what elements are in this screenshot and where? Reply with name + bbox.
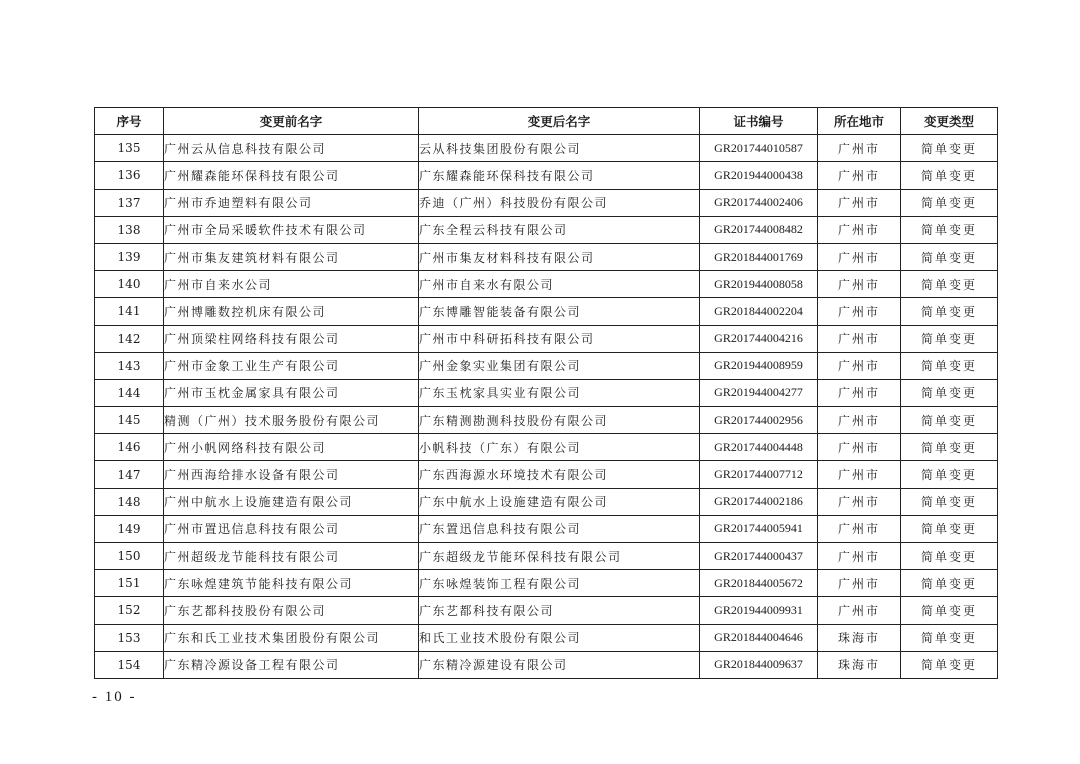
cell-name-after: 广东精测勘测科技股份有限公司 xyxy=(419,407,700,434)
cell-name-before: 广州市玉枕金属家具有限公司 xyxy=(164,379,419,406)
cell-certificate-number: GR201744000437 xyxy=(700,543,818,570)
cell-name-after: 广东置迅信息科技有限公司 xyxy=(419,515,700,542)
cell-name-before: 广州云从信息科技有限公司 xyxy=(164,135,419,162)
cell-name-after: 广州市自来水有限公司 xyxy=(419,271,700,298)
cell-certificate-number: GR201844009637 xyxy=(700,651,818,678)
cell-city: 广州市 xyxy=(818,379,901,406)
header-serial-number: 序号 xyxy=(95,108,164,135)
cell-serial-number: 148 xyxy=(95,488,164,515)
cell-change-type: 简单变更 xyxy=(901,189,998,216)
cell-city: 广州市 xyxy=(818,271,901,298)
cell-change-type: 简单变更 xyxy=(901,379,998,406)
cell-name-after: 广东玉枕家具实业有限公司 xyxy=(419,379,700,406)
cell-city: 广州市 xyxy=(818,216,901,243)
cell-change-type: 简单变更 xyxy=(901,624,998,651)
cell-name-before: 广州耀森能环保科技有限公司 xyxy=(164,162,419,189)
table-row xyxy=(95,434,998,461)
cell-city: 广州市 xyxy=(818,298,901,325)
cell-name-after: 广州金象实业集团有限公司 xyxy=(419,352,700,379)
table-row xyxy=(95,135,998,162)
cell-certificate-number: GR201844004646 xyxy=(700,624,818,651)
table-row xyxy=(95,325,998,352)
header-change-type: 变更类型 xyxy=(901,108,998,135)
cell-serial-number: 135 xyxy=(95,135,164,162)
table-row xyxy=(95,189,998,216)
cell-change-type: 简单变更 xyxy=(901,271,998,298)
cell-name-before: 广州市乔迪塑料有限公司 xyxy=(164,189,419,216)
cell-change-type: 简单变更 xyxy=(901,570,998,597)
cell-city: 广州市 xyxy=(818,352,901,379)
cell-serial-number: 149 xyxy=(95,515,164,542)
cell-city: 广州市 xyxy=(818,243,901,270)
cell-change-type: 简单变更 xyxy=(901,597,998,624)
header-name-before: 变更前名字 xyxy=(164,108,419,135)
cell-name-before: 广州小帆网络科技有限公司 xyxy=(164,434,419,461)
cell-name-after: 广东耀森能环保科技有限公司 xyxy=(419,162,700,189)
table-row xyxy=(95,624,998,651)
cell-city: 广州市 xyxy=(818,407,901,434)
cell-change-type: 简单变更 xyxy=(901,325,998,352)
cell-certificate-number: GR201944004277 xyxy=(700,379,818,406)
cell-city: 珠海市 xyxy=(818,651,901,678)
cell-city: 广州市 xyxy=(818,325,901,352)
cell-serial-number: 145 xyxy=(95,407,164,434)
cell-serial-number: 150 xyxy=(95,543,164,570)
cell-change-type: 简单变更 xyxy=(901,135,998,162)
cell-name-before: 广州西海给排水设备有限公司 xyxy=(164,461,419,488)
cell-city: 广州市 xyxy=(818,570,901,597)
table-body xyxy=(95,135,998,679)
cell-city: 珠海市 xyxy=(818,624,901,651)
table-row xyxy=(95,379,998,406)
cell-certificate-number: GR201744002186 xyxy=(700,488,818,515)
cell-serial-number: 142 xyxy=(95,325,164,352)
cell-change-type: 简单变更 xyxy=(901,407,998,434)
cell-serial-number: 152 xyxy=(95,597,164,624)
cell-certificate-number: GR201744005941 xyxy=(700,515,818,542)
cell-name-after: 广东西海源水环境技术有限公司 xyxy=(419,461,700,488)
table-row xyxy=(95,216,998,243)
cell-change-type: 简单变更 xyxy=(901,543,998,570)
cell-change-type: 简单变更 xyxy=(901,216,998,243)
cell-name-after: 广东精冷源建设有限公司 xyxy=(419,651,700,678)
cell-certificate-number: GR201744008482 xyxy=(700,216,818,243)
cell-name-before: 广州市全局采暖软件技术有限公司 xyxy=(164,216,419,243)
table-row xyxy=(95,543,998,570)
cell-city: 广州市 xyxy=(818,461,901,488)
cell-serial-number: 137 xyxy=(95,189,164,216)
table-row xyxy=(95,461,998,488)
cell-name-before: 广州超级龙节能科技有限公司 xyxy=(164,543,419,570)
cell-change-type: 简单变更 xyxy=(901,162,998,189)
cell-name-before: 广东和氏工业技术集团股份有限公司 xyxy=(164,624,419,651)
cell-certificate-number: GR201944009931 xyxy=(700,597,818,624)
cell-name-before: 广州博雕数控机床有限公司 xyxy=(164,298,419,325)
cell-name-after: 广东博雕智能装备有限公司 xyxy=(419,298,700,325)
cell-city: 广州市 xyxy=(818,488,901,515)
cell-serial-number: 136 xyxy=(95,162,164,189)
cell-city: 广州市 xyxy=(818,597,901,624)
table-row xyxy=(95,162,998,189)
cell-certificate-number: GR201744007712 xyxy=(700,461,818,488)
cell-certificate-number: GR201844005672 xyxy=(700,570,818,597)
cell-name-after: 和氏工业技术股份有限公司 xyxy=(419,624,700,651)
cell-change-type: 简单变更 xyxy=(901,352,998,379)
header-name-after: 变更后名字 xyxy=(419,108,700,135)
cell-certificate-number: GR201744010587 xyxy=(700,135,818,162)
cell-name-after: 广州市集友材料科技有限公司 xyxy=(419,243,700,270)
cell-serial-number: 140 xyxy=(95,271,164,298)
cell-city: 广州市 xyxy=(818,434,901,461)
cell-name-after: 广东全程云科技有限公司 xyxy=(419,216,700,243)
page-number: - 10 - xyxy=(92,689,137,705)
cell-city: 广州市 xyxy=(818,515,901,542)
cell-certificate-number: GR201744004216 xyxy=(700,325,818,352)
cell-name-before: 广东咏煌建筑节能科技有限公司 xyxy=(164,570,419,597)
cell-change-type: 简单变更 xyxy=(901,488,998,515)
cell-certificate-number: GR201944008959 xyxy=(700,352,818,379)
cell-name-before: 广州市金象工业生产有限公司 xyxy=(164,352,419,379)
cell-serial-number: 146 xyxy=(95,434,164,461)
table-row xyxy=(95,515,998,542)
cell-name-after: 广东超级龙节能环保科技有限公司 xyxy=(419,543,700,570)
cell-serial-number: 144 xyxy=(95,379,164,406)
cell-name-before: 广州市自来水公司 xyxy=(164,271,419,298)
cell-name-after: 广东咏煌装饰工程有限公司 xyxy=(419,570,700,597)
table-row xyxy=(95,352,998,379)
company-name-change-table xyxy=(94,107,998,679)
cell-city: 广州市 xyxy=(818,162,901,189)
header-certificate-number: 证书编号 xyxy=(700,108,818,135)
cell-certificate-number: GR201844001769 xyxy=(700,243,818,270)
table-row xyxy=(95,597,998,624)
cell-serial-number: 147 xyxy=(95,461,164,488)
cell-name-before: 广州市集友建筑材料有限公司 xyxy=(164,243,419,270)
cell-certificate-number: GR201744002406 xyxy=(700,189,818,216)
cell-change-type: 简单变更 xyxy=(901,243,998,270)
cell-change-type: 简单变更 xyxy=(901,515,998,542)
table-header-row xyxy=(95,108,998,135)
cell-name-before: 广州中航水上设施建造有限公司 xyxy=(164,488,419,515)
cell-serial-number: 154 xyxy=(95,651,164,678)
table-row xyxy=(95,651,998,678)
cell-name-before: 精测（广州）技术服务股份有限公司 xyxy=(164,407,419,434)
cell-change-type: 简单变更 xyxy=(901,434,998,461)
cell-name-after: 云从科技集团股份有限公司 xyxy=(419,135,700,162)
cell-name-before: 广东精冷源设备工程有限公司 xyxy=(164,651,419,678)
cell-serial-number: 151 xyxy=(95,570,164,597)
table-row xyxy=(95,407,998,434)
table-row xyxy=(95,570,998,597)
cell-name-after: 小帆科技（广东）有限公司 xyxy=(419,434,700,461)
table-row xyxy=(95,243,998,270)
cell-name-before: 广州市置迅信息科技有限公司 xyxy=(164,515,419,542)
cell-change-type: 简单变更 xyxy=(901,651,998,678)
cell-name-after: 乔迪（广州）科技股份有限公司 xyxy=(419,189,700,216)
cell-change-type: 简单变更 xyxy=(901,298,998,325)
cell-city: 广州市 xyxy=(818,189,901,216)
cell-city: 广州市 xyxy=(818,135,901,162)
table-row xyxy=(95,271,998,298)
cell-certificate-number: GR201944008058 xyxy=(700,271,818,298)
cell-certificate-number: GR201744002956 xyxy=(700,407,818,434)
header-city: 所在地市 xyxy=(818,108,901,135)
table-row xyxy=(95,298,998,325)
cell-change-type: 简单变更 xyxy=(901,461,998,488)
cell-name-after: 广州市中科研拓科技有限公司 xyxy=(419,325,700,352)
cell-name-after: 广东艺都科技有限公司 xyxy=(419,597,700,624)
cell-certificate-number: GR201844002204 xyxy=(700,298,818,325)
cell-serial-number: 143 xyxy=(95,352,164,379)
cell-city: 广州市 xyxy=(818,543,901,570)
cell-name-before: 广州顶梁柱网络科技有限公司 xyxy=(164,325,419,352)
cell-serial-number: 141 xyxy=(95,298,164,325)
cell-serial-number: 139 xyxy=(95,243,164,270)
cell-certificate-number: GR201944000438 xyxy=(700,162,818,189)
cell-name-after: 广东中航水上设施建造有限公司 xyxy=(419,488,700,515)
table-row xyxy=(95,488,998,515)
cell-serial-number: 138 xyxy=(95,216,164,243)
cell-name-before: 广东艺都科技股份有限公司 xyxy=(164,597,419,624)
cell-certificate-number: GR201744004448 xyxy=(700,434,818,461)
cell-serial-number: 153 xyxy=(95,624,164,651)
